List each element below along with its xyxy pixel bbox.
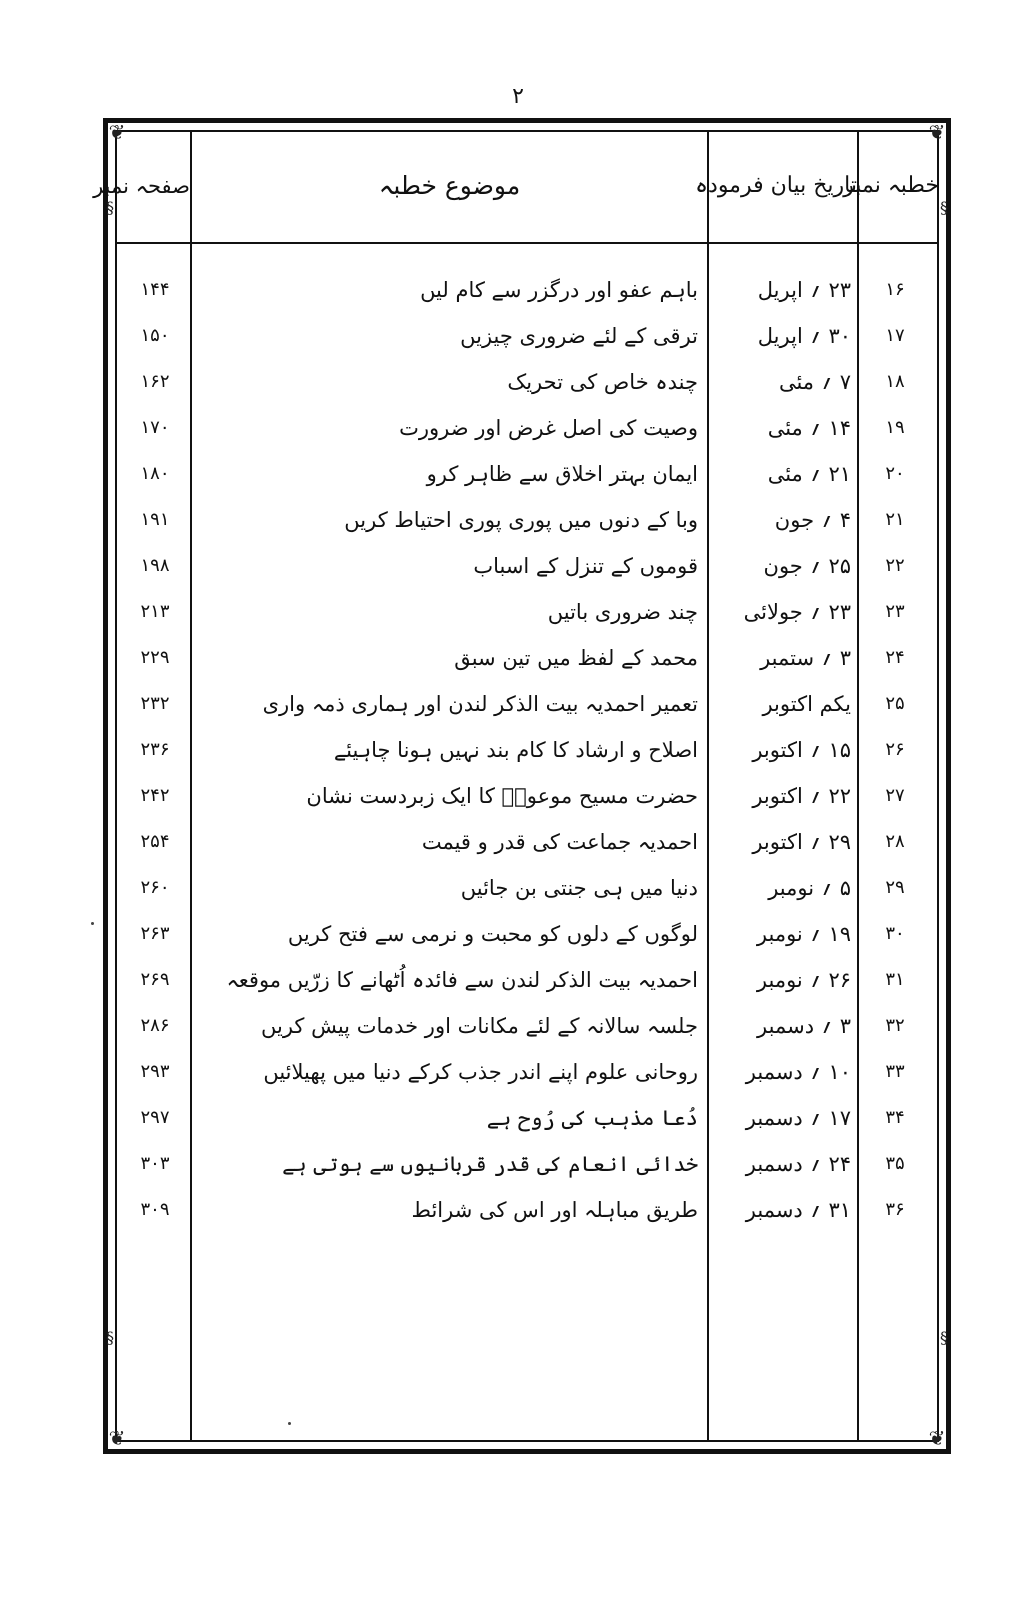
corner-ornament-top-right: ❦ xyxy=(928,120,946,144)
page-number: ۲ xyxy=(512,84,524,109)
sermon-date: ۱۰ ؍ دسمبر xyxy=(745,1060,851,1084)
side-ornament-right-bottom: § xyxy=(940,1328,948,1347)
table-row xyxy=(0,1146,1033,1182)
page-ref: ۱۹۸ xyxy=(140,555,170,576)
sermon-no: ۳۱ xyxy=(885,969,905,990)
page-ref: ۱۶۲ xyxy=(140,371,170,392)
sermon-no: ۱۹ xyxy=(885,417,905,438)
sermon-topic: وصیت کی اصل غرض اور ضرورت xyxy=(399,416,698,440)
sermon-topic: قوموں کے تنزل کے اسباب xyxy=(473,554,698,578)
sermon-topic: خدائی انعام کی قدر قربانیوں سے ہوتی ہے xyxy=(282,1152,698,1176)
sermon-no: ۲۳ xyxy=(885,601,905,622)
page-ref: ۳۰۹ xyxy=(140,1199,170,1220)
table-row xyxy=(0,1192,1033,1228)
sermon-no: ۲۲ xyxy=(885,555,905,576)
sermon-date: ۴ ؍ جون xyxy=(774,508,851,532)
table-row xyxy=(0,1054,1033,1090)
side-ornament-right-top: § xyxy=(940,198,948,217)
page-ref: ۱۸۰ xyxy=(140,463,170,484)
sermon-no: ۲۴ xyxy=(885,647,905,668)
page-ref: ۲۴۲ xyxy=(140,785,170,806)
sermon-no: ۳۴ xyxy=(885,1107,905,1128)
sermon-date: ۷ ؍ مئی xyxy=(778,370,851,394)
page-ref: ۲۳۲ xyxy=(140,693,170,714)
corner-ornament-bottom-right: ❦ xyxy=(928,1426,946,1450)
sermon-no: ۲۱ xyxy=(885,509,905,530)
table-row xyxy=(0,732,1033,768)
page-ref: ۲۱۳ xyxy=(140,601,170,622)
page-ref: ۱۹۱ xyxy=(140,509,170,530)
page-ref: ۲۶۹ xyxy=(140,969,170,990)
page-ref: ۱۷۰ xyxy=(140,417,170,438)
sermon-no: ۳۰ xyxy=(885,923,905,944)
sermon-date: ۱۴ ؍ مئی xyxy=(767,416,851,440)
page-ref: ۱۵۰ xyxy=(140,325,170,346)
sermon-topic: چند ضروری باتیں xyxy=(547,600,698,624)
page-ref: ۲۸۶ xyxy=(140,1015,170,1036)
sermon-date: ۲۳ ؍ جولائی xyxy=(743,600,851,624)
sermon-date: ۲۲ ؍ اکتوبر xyxy=(752,784,851,808)
sermon-date: ۳۰ ؍ اپریل xyxy=(757,324,851,348)
sermon-no: ۱۶ xyxy=(885,279,905,300)
sermon-date: ۱۹ ؍ نومبر xyxy=(756,922,851,946)
page-ref: ۲۹۷ xyxy=(140,1107,170,1128)
table-row xyxy=(0,640,1033,676)
table-row xyxy=(0,778,1033,814)
page-ref: ۲۹۳ xyxy=(140,1061,170,1082)
sermon-date: ۲۶ ؍ نومبر xyxy=(756,968,851,992)
page-ref: ۱۴۴ xyxy=(140,279,170,300)
table-row xyxy=(0,916,1033,952)
sermon-date: ۲۵ ؍ جون xyxy=(763,554,851,578)
page-ref: ۲۳۶ xyxy=(140,739,170,760)
sermon-topic: وبا کے دنوں میں پوری پوری احتیاط کریں xyxy=(344,508,698,532)
sermon-topic: احمدیہ بیت الذکر لندن سے فائدہ اُٹھانے کا زرّیں موقعہ xyxy=(226,968,698,992)
scan-speck xyxy=(288,1422,291,1425)
sermon-topic: طریق مباہلہ اور اس کی شرائط xyxy=(411,1198,698,1222)
sermon-no: ۲۹ xyxy=(885,877,905,898)
sermon-no: ۲۵ xyxy=(885,693,905,714)
sermon-no: ۳۲ xyxy=(885,1015,905,1036)
header-date: تاریخ بیان فرمودہ xyxy=(695,173,857,198)
sermon-date: ۱۷ ؍ دسمبر xyxy=(745,1106,851,1130)
header-topic: موضوع خطبہ xyxy=(378,171,521,200)
sermon-no: ۲۶ xyxy=(885,739,905,760)
page-ref: ۲۵۴ xyxy=(140,831,170,852)
sermon-date: ۳۱ ؍ دسمبر xyxy=(745,1198,851,1222)
sermon-topic: باہم عفو اور درگزر سے کام لیں xyxy=(420,278,698,302)
table-row xyxy=(0,594,1033,630)
sermon-topic: روحانی علوم اپنے اندر جذب کرکے دنیا میں پھیلائیں xyxy=(263,1060,698,1084)
sermon-no: ۱۸ xyxy=(885,371,905,392)
sermon-no: ۳۶ xyxy=(885,1199,905,1220)
sermon-topic: تعمیر احمدیہ بیت الذکر لندن اور ہماری ذمہ واری xyxy=(262,692,698,716)
corner-ornament-bottom-left: ❦ xyxy=(108,1426,126,1450)
header-sermon-no: خطبہ نمبر xyxy=(843,173,939,198)
scan-speck xyxy=(91,922,94,925)
sermon-topic: اصلاح و ارشاد کا کام بند نہیں ہونا چاہیئے xyxy=(333,738,698,762)
sermon-date: ۳ ؍ دسمبر xyxy=(757,1014,851,1038)
sermon-no: ۲۰ xyxy=(885,463,905,484)
sermon-topic: لوگوں کے دلوں کو محبت و نرمی سے فتح کریں xyxy=(287,922,698,946)
header-divider xyxy=(115,242,939,244)
sermon-topic: احمدیہ جماعت کی قدر و قیمت xyxy=(421,830,698,854)
sermon-topic: دنیا میں ہی جنتی بن جائیں xyxy=(460,876,698,900)
sermon-date: ۵ ؍ نومبر xyxy=(768,876,851,900)
table-row xyxy=(0,686,1033,722)
sermon-topic: محمد کے لفظ میں تین سبق xyxy=(454,646,698,670)
table-row xyxy=(0,410,1033,446)
sermon-no: ۱۷ xyxy=(885,325,905,346)
corner-ornament-top-left: ❦ xyxy=(108,120,126,144)
side-ornament-left-top: § xyxy=(106,198,114,217)
table-row xyxy=(0,502,1033,538)
table-row xyxy=(0,1008,1033,1044)
sermon-no: ۲۸ xyxy=(885,831,905,852)
sermon-topic: جلسہ سالانہ کے لئے مکانات اور خدمات پیش کریں xyxy=(260,1014,698,1038)
sermon-no: ۲۷ xyxy=(885,785,905,806)
sermon-topic: ایمان بہتر اخلاق سے ظاہر کرو xyxy=(426,462,698,486)
page-ref: ۲۲۹ xyxy=(140,647,170,668)
sermon-topic: چندہ خاص کی تحریک xyxy=(507,370,698,394)
sermon-topic: حضرت مسیح موعودؑ کا ایک زبردست نشان xyxy=(306,784,698,808)
header-page: صفحہ نمبر xyxy=(93,174,190,198)
table-row xyxy=(0,824,1033,860)
sermon-date: یکم اکتوبر xyxy=(762,692,851,716)
page-ref: ۲۶۳ xyxy=(140,923,170,944)
sermon-date: ۲۹ ؍ اکتوبر xyxy=(752,830,851,854)
side-ornament-left-bottom: § xyxy=(106,1328,114,1347)
sermon-date: ۳ ؍ ستمبر xyxy=(760,646,851,670)
sermon-no: ۳۳ xyxy=(885,1061,905,1082)
sermon-date: ۲۱ ؍ مئی xyxy=(767,462,851,486)
sermon-topic: دُعا مذہب کی رُوح ہے xyxy=(486,1106,698,1130)
table-row xyxy=(0,272,1033,308)
table-row xyxy=(0,870,1033,906)
table-row xyxy=(0,318,1033,354)
table-row xyxy=(0,456,1033,492)
sermon-date: ۲۴ ؍ دسمبر xyxy=(745,1152,851,1176)
sermon-topic: ترقی کے لئے ضروری چیزیں xyxy=(460,324,698,348)
page-ref: ۳۰۳ xyxy=(140,1153,170,1174)
sermon-no: ۳۵ xyxy=(885,1153,905,1174)
table-row xyxy=(0,548,1033,584)
sermon-date: ۲۳ ؍ اپریل xyxy=(757,278,851,302)
table-row xyxy=(0,1100,1033,1136)
table-row xyxy=(0,364,1033,400)
table-row xyxy=(0,962,1033,998)
sermon-date: ۱۵ ؍ اکتوبر xyxy=(752,738,851,762)
page-ref: ۲۶۰ xyxy=(140,877,170,898)
